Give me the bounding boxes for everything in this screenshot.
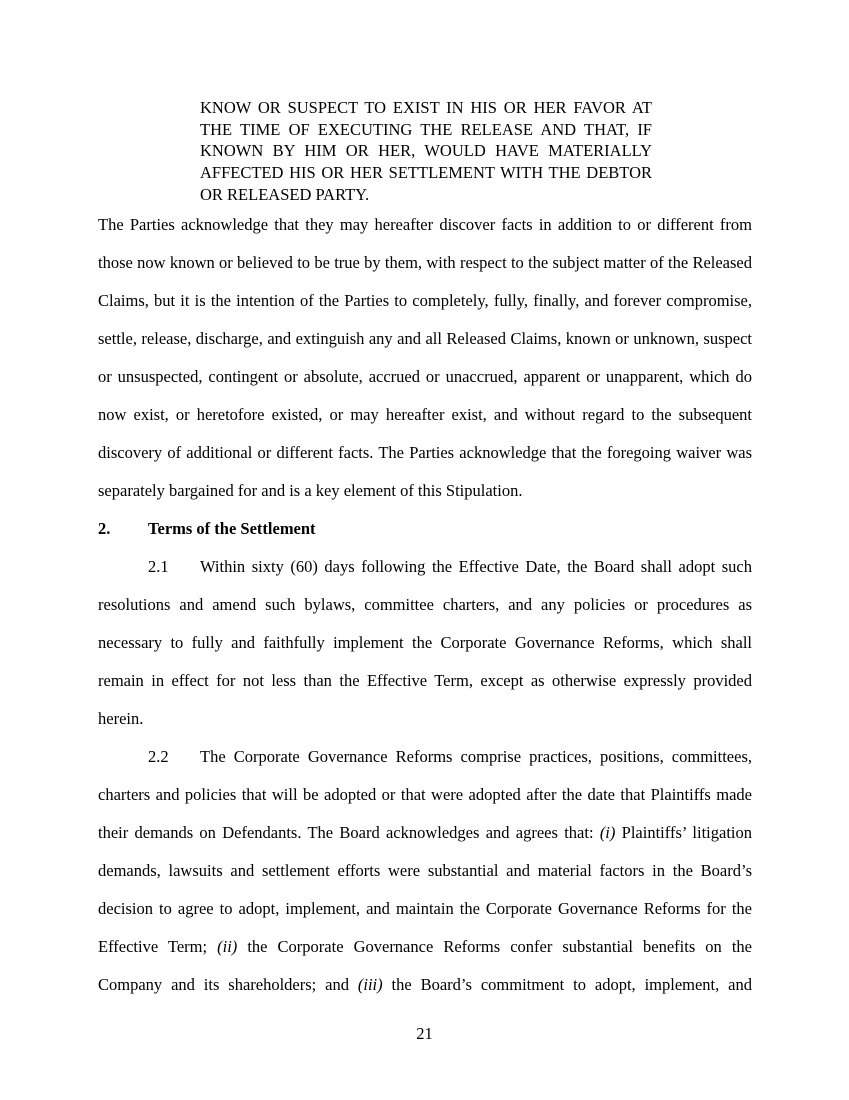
section-heading-terms-of-settlement <box>98 510 752 548</box>
paragraph-waiver-acknowledgment: The Parties acknowledge that they may hereafter discover facts in addition to or different from those now known or believed to be true by them, with respect to the subject matter of the Released Claims, but it is the intention of the Parties to completely, fully, finally, and forever compromise, settle, release, discharge, and extinguish any and all Released Claims, known or unknown, suspect or unsuspected, contingent or absolute, accrued or unaccrued, apparent or unapparent, which do now exist, or heretofore existed, or may hereafter exist, and without regard to the subsequent discovery of additional or different facts. The Parties acknowledge that the foregoing waiver was separately bargained for and is a key element of this Stipulation. <box>98 214 752 500</box>
paragraph-2-1 <box>98 548 752 738</box>
paragraph-2-2 <box>98 738 752 1004</box>
page-number: 21 <box>416 1024 433 1043</box>
section-2-1-number: 2.1 <box>148 556 169 576</box>
section-heading-title: Terms of the Settlement <box>148 518 316 538</box>
block-quote-release-waiver: KNOW OR SUSPECT TO EXIST IN HIS OR HER FAVOR AT THE TIME OF EXECUTING THE RELEASE AND THAT, IF KNOWN BY HIM OR HER, WOULD HAVE MATERIALLY AFFECTED HIS OR HER SETTLEMENT WITH THE DEBTOR OR RELEASED PARTY. <box>200 98 652 204</box>
section-heading-number: 2. <box>98 518 111 538</box>
section-2-2-text: The Corporate Governance Reforms comprise practices, positions, committees, charters and policies that will be adopted or that were adopted after the date that Plaintiffs made their demands on Defendants. The Board acknowledges and agrees that: (i) Plaintiffs’ litigation demands, lawsuits and settlement efforts were substantial and material factors in the Board’s decision to agree to adopt, implement, and maintain the Corporate Governance Reforms for the Effective Term; (ii) the Corporate Governance Reforms confer substantial benefits on the Company and its shareholders; and (iii) the Board’s commitment to adopt, implement, and <box>98 746 752 994</box>
section-2-1-text: Within sixty (60) days following the Effective Date, the Board shall adopt such resolutions and amend such bylaws, committee charters, and any policies or procedures as necessary to fully and faithfully implement the Corporate Governance Reforms, which shall remain in effect for not less than the Effective Term, except as otherwise expressly provided herein. <box>98 556 752 728</box>
section-2-2-number: 2.2 <box>148 746 169 766</box>
